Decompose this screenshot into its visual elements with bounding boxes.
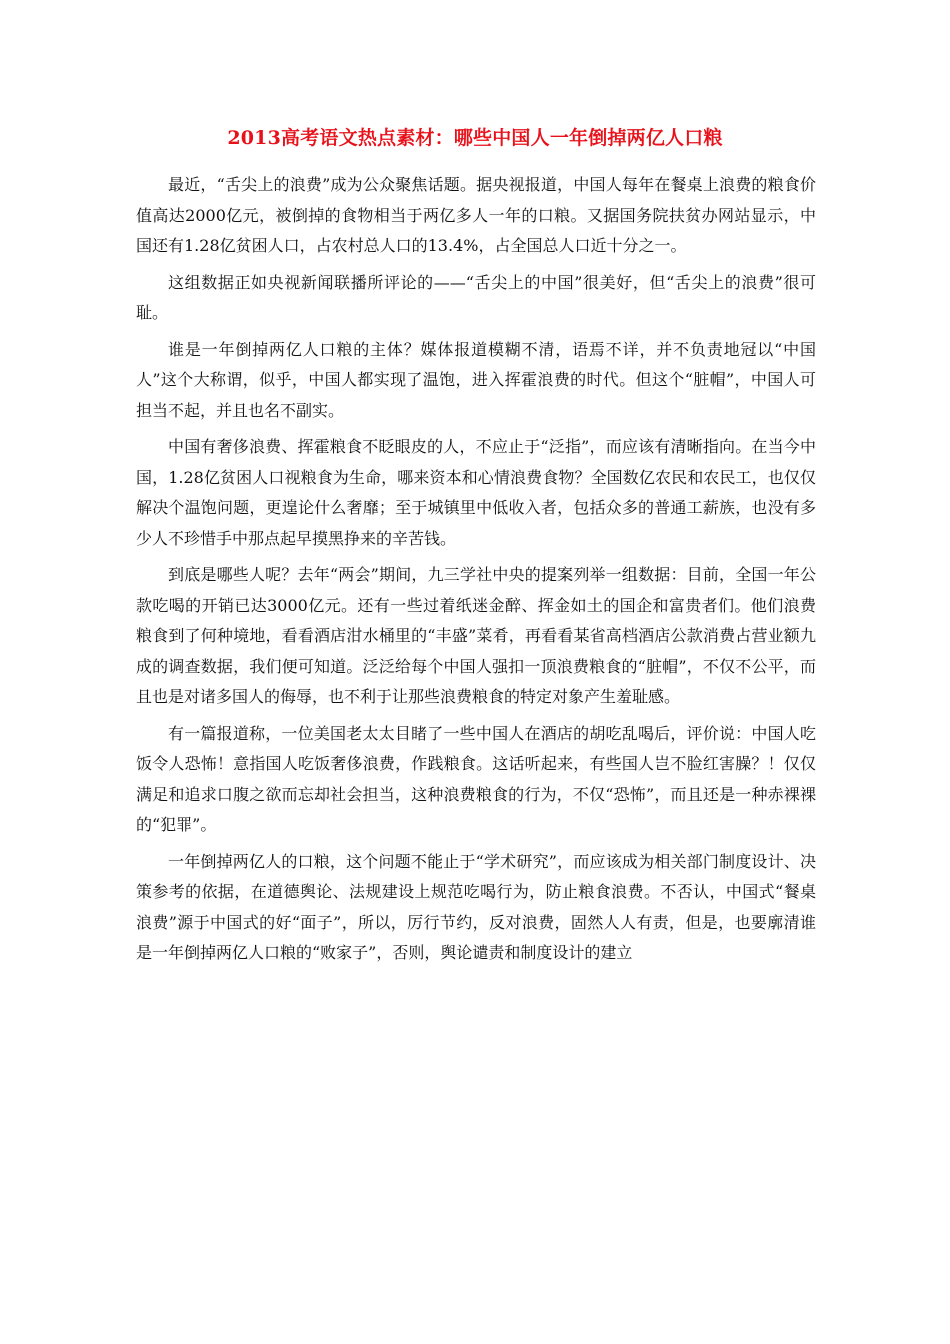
paragraph: 这组数据正如央视新闻联播所评论的——“舌尖上的中国”很美好，但“舌尖上的浪费”很可耻。 xyxy=(136,272,816,322)
paragraph: 有一篇报道称，一位美国老太太目睹了一些中国人在酒店的胡吃乱喝后，评价说：中国人吃饭令人恐怖！意指国人吃饭奢侈浪费，作践粮食。这话听起来，有些国人岂不脸红害臊？！仅仅满足和追求口腹之欲而忘却社会担当，这种浪费粮食的行为，不仅“恐怖”，而且还是一种赤裸裸的“犯罪”。 xyxy=(136,723,816,834)
paragraph: 最近，“舌尖上的浪费”成为公众聚焦话题。据央视报道，中国人每年在餐桌上浪费的粮食价值高达2000亿元，被倒掉的食物相当于两亿多人一年的口粮。又据国务院扶贫办网站显示，中国还有1.28亿贫困人口，占农村总人口的13.4%，占全国总人口近十分之一。 xyxy=(136,175,816,255)
paragraph: 到底是哪些人呢？去年“两会”期间，九三学社中央的提案列举一组数据：目前，全国一年公款吃喝的开销已达3000亿元。还有一些过着纸迷金醉、挥金如土的国企和富贵者们。他们浪费粮食到了何种境地，看看酒店泔水桶里的“丰盛”菜肴，再看看某省高档酒店公款消费占营业额九成的调查数据，我们便可知道。泛泛给每个中国人强扣一顶浪费粮食的“脏帽”，不仅不公平，而且也是对诸多国人的侮辱，也不利于让那些浪费粮食的特定对象产生羞耻感。 xyxy=(136,565,816,706)
document-title: 2013高考语文热点素材：哪些中国人一年倒掉两亿人口粮 xyxy=(227,127,723,149)
document-body xyxy=(136,170,816,975)
paragraph: 谁是一年倒掉两亿人口粮的主体？媒体报道模糊不清，语焉不详，并不负责地冠以“中国人”这个大称谓，似乎，中国人都实现了温饱，进入挥霍浪费的时代。但这个“脏帽”，中国人可担当不起，并且也名不副实。 xyxy=(136,339,816,420)
paragraph: 中国有奢侈浪费、挥霍粮食不眨眼皮的人，不应止于“泛指”，而应该有清晰指向。在当今中国，1.28亿贫困人口视粮食为生命，哪来资本和心情浪费食物？全国数亿农民和农民工，也仅仅解决个温饱问题，更遑论什么奢靡；至于城镇里中低收入者，包括众多的普通工薪族，也没有多少人不珍惜手中那点起早摸黑挣来的辛苦钱。 xyxy=(136,437,816,548)
paragraph: 一年倒掉两亿人的口粮，这个问题不能止于“学术研究”，而应该成为相关部门制度设计、决策参考的依据，在道德舆论、法规建设上规范吃喝行为，防止粮食浪费。不否认，中国式“餐桌浪费”源于中国式的好“面子”，所以，厉行节约，反对浪费，固然人人有责，但是，也要廓清谁是一年倒掉两亿人口粮的“败家子”，否则，舆论谴责和制度设计的建立 xyxy=(136,851,816,962)
